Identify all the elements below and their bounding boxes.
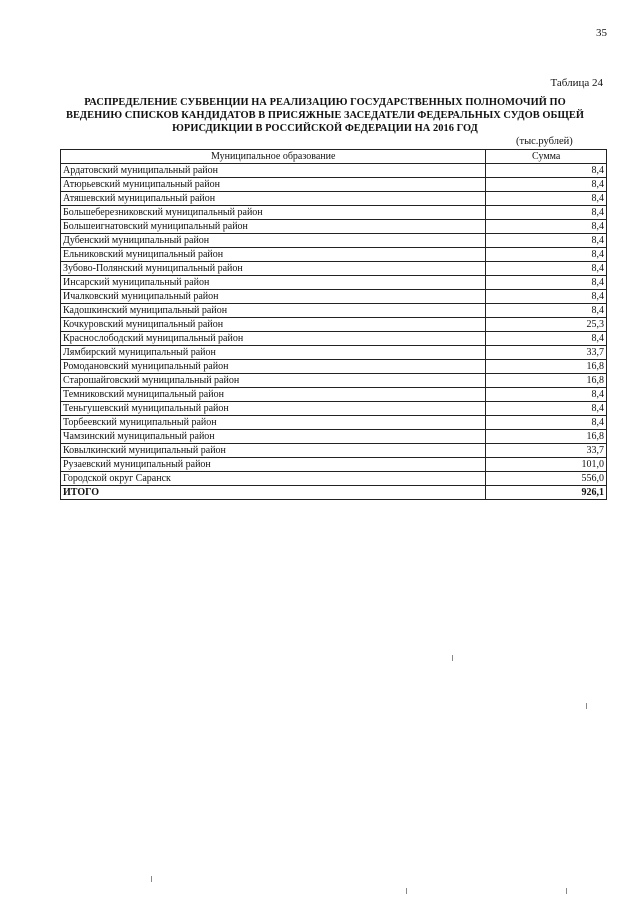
- municipality-name: Ромодановский муниципальный район: [61, 360, 486, 374]
- sum-value: 8,4: [486, 206, 607, 220]
- table-row: [61, 164, 607, 178]
- table-caption: Таблица 24: [550, 77, 603, 89]
- table-header-row: [61, 150, 607, 164]
- municipality-name: Ковылкинский муниципальный район: [61, 444, 486, 458]
- municipality-name: Лямбирский муниципальный район: [61, 346, 486, 360]
- table-row: [61, 178, 607, 192]
- sum-value: 8,4: [486, 388, 607, 402]
- municipality-name: Дубенский муниципальный район: [61, 234, 486, 248]
- table-row: [61, 346, 607, 360]
- sum-value: 8,4: [486, 234, 607, 248]
- sum-value: 25,3: [486, 318, 607, 332]
- scan-speck: [151, 876, 152, 882]
- total-value: 926,1: [486, 486, 607, 500]
- header-municipality: Муниципальное образование: [61, 150, 486, 164]
- sum-value: 16,8: [486, 360, 607, 374]
- sum-value: 8,4: [486, 220, 607, 234]
- table-row: [61, 304, 607, 318]
- municipality-name: Торбеевский муниципальный район: [61, 416, 486, 430]
- table-row: [61, 276, 607, 290]
- sum-value: 8,4: [486, 178, 607, 192]
- sum-value: 8,4: [486, 248, 607, 262]
- header-sum: Сумма: [486, 150, 607, 164]
- sum-value: 556,0: [486, 472, 607, 486]
- municipality-name: Зубово-Полянский муниципальный район: [61, 262, 486, 276]
- table-row: [61, 262, 607, 276]
- table-row: [61, 332, 607, 346]
- municipality-name: Большеберезниковский муниципальный район: [61, 206, 486, 220]
- table-row: [61, 458, 607, 472]
- scan-speck: [566, 888, 567, 894]
- subsidy-table: [60, 149, 607, 500]
- table-row: [61, 206, 607, 220]
- sum-value: 8,4: [486, 164, 607, 178]
- sum-value: 8,4: [486, 192, 607, 206]
- table-row: [61, 416, 607, 430]
- table-body: [61, 164, 607, 500]
- table-row: [61, 360, 607, 374]
- document-title: РАСПРЕДЕЛЕНИЕ СУБВЕНЦИИ НА РЕАЛИЗАЦИЮ ГОСУДАРСТВЕННЫХ ПОЛНОМОЧИЙ ПО ВЕДЕНИЮ СПИСКОВ КАНДИДАТОВ В ПРИСЯЖНЫЕ ЗАСЕДАТЕЛИ ФЕДЕРАЛЬНЫХ СУДОВ ОБЩЕЙ ЮРИСДИКЦИИ В РОССИЙСКОЙ ФЕДЕРАЦИИ НА 2016 ГОД: [65, 97, 585, 134]
- sum-value: 8,4: [486, 332, 607, 346]
- scan-speck: [452, 655, 453, 661]
- municipality-name: Рузаевский муниципальный район: [61, 458, 486, 472]
- municipality-name: Ельниковский муниципальный район: [61, 248, 486, 262]
- table-row: [61, 402, 607, 416]
- municipality-name: Старошайговский муниципальный район: [61, 374, 486, 388]
- municipality-name: Темниковский муниципальный район: [61, 388, 486, 402]
- sum-value: 8,4: [486, 416, 607, 430]
- municipality-name: Большеигнатовский муниципальный район: [61, 220, 486, 234]
- sum-value: 8,4: [486, 262, 607, 276]
- table-row: [61, 192, 607, 206]
- scan-speck: [406, 888, 407, 894]
- sum-value: 33,7: [486, 444, 607, 458]
- municipality-name: Кадошкинский муниципальный район: [61, 304, 486, 318]
- table-row: [61, 220, 607, 234]
- sum-value: 8,4: [486, 290, 607, 304]
- table-row: [61, 388, 607, 402]
- municipality-name: Краснослободский муниципальный район: [61, 332, 486, 346]
- table-row: [61, 374, 607, 388]
- municipality-name: Чамзинский муниципальный район: [61, 430, 486, 444]
- municipality-name: Инсарский муниципальный район: [61, 276, 486, 290]
- table-row: [61, 290, 607, 304]
- sum-value: 8,4: [486, 304, 607, 318]
- table-row: [61, 444, 607, 458]
- scan-speck: [586, 703, 587, 709]
- table-row: [61, 430, 607, 444]
- total-row: [61, 486, 607, 500]
- municipality-name: Городской округ Саранск: [61, 472, 486, 486]
- table-row: [61, 234, 607, 248]
- municipality-name: Кочкуровский муниципальный район: [61, 318, 486, 332]
- units-label: (тыс.рублей): [516, 136, 573, 147]
- municipality-name: Ичалковский муниципальный район: [61, 290, 486, 304]
- municipality-name: Атюрьевский муниципальный район: [61, 178, 486, 192]
- municipality-name: Атяшевский муниципальный район: [61, 192, 486, 206]
- table-row: [61, 248, 607, 262]
- sum-value: 8,4: [486, 276, 607, 290]
- sum-value: 101,0: [486, 458, 607, 472]
- sum-value: 33,7: [486, 346, 607, 360]
- page-number: 35: [596, 27, 607, 39]
- table-row: [61, 472, 607, 486]
- table-row: [61, 318, 607, 332]
- total-label: ИТОГО: [61, 486, 486, 500]
- sum-value: 16,8: [486, 430, 607, 444]
- sum-value: 16,8: [486, 374, 607, 388]
- sum-value: 8,4: [486, 402, 607, 416]
- municipality-name: Ардатовский муниципальный район: [61, 164, 486, 178]
- municipality-name: Теньгушевский муниципальный район: [61, 402, 486, 416]
